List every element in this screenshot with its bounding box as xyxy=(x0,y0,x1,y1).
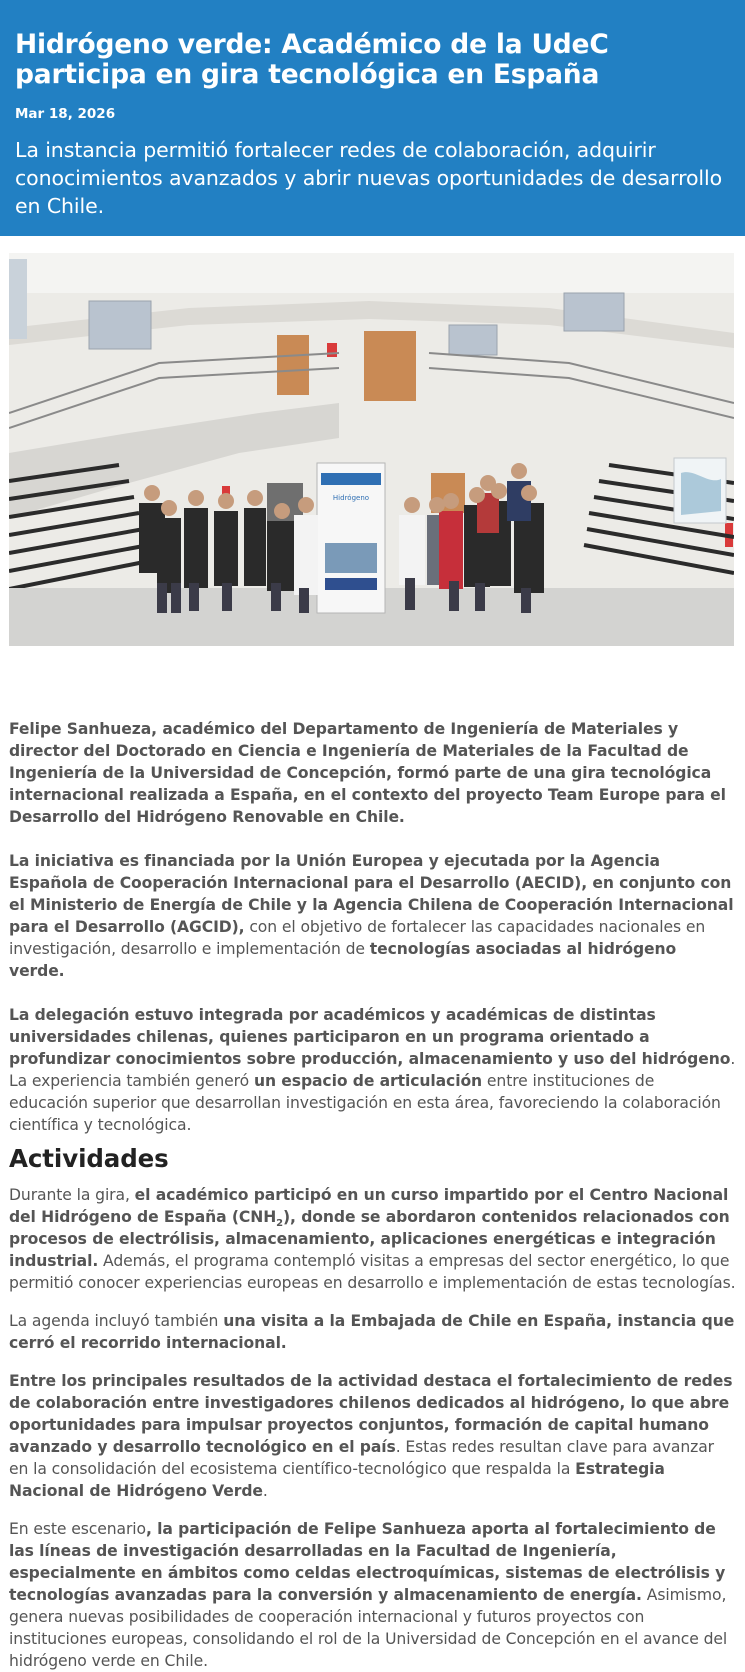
scenario-text-2: Asimismo, genera nuevas posibilidades de cooperación internacional y futuros proyectos con instituciones europeas, consolidando el rol de la Universidad de Concepción en el avance del hidrógeno verde en Chile. xyxy=(9,1586,728,1670)
banner-logo-text: Hidrógeno xyxy=(332,494,370,502)
embassy-text: La agenda incluyó también xyxy=(9,1312,224,1330)
delegation-text-2: entre instituciones de educación superior que desarrollan investigación en esta área, favoreciendo la colaboración científica y tecnológica. xyxy=(9,1072,721,1134)
course-bold: el académico participó en un curso impartido por el Centro Nacional del Hidrógeno de España (CNH xyxy=(9,1186,729,1226)
section-heading-activities: Actividades xyxy=(9,1144,169,1173)
paragraph-funding xyxy=(9,850,736,982)
embassy-bold: una visita a la Embajada de Chile en España, instancia que cerró el recorrido internacional. xyxy=(9,1312,735,1352)
subscript-2: 2 xyxy=(276,1218,284,1230)
article-body xyxy=(0,718,745,1672)
delegation-bold: La delegación estuvo integrada por académicos y académicas de distintas universidades chilenas, quienes participaron en un programa orientado a profundizar conocimientos sobre producción, almacenamiento y uso del hidrógeno xyxy=(9,1006,731,1068)
paragraph-scenario xyxy=(9,1518,736,1672)
article-title: Hidrógeno verde: Académico de la UdeC participa en gira tecnológica en España xyxy=(15,29,609,90)
funding-bold: La iniciativa es financiada por la Unión Europea y ejecutada por la Agencia Española de Cooperación Internacional para el Desarrollo (AECID), en conjunto con el Ministerio de Energía de Chile y la Agencia Chilena de Cooperación Internacional para el Desarrollo (AGCID), xyxy=(9,852,734,936)
article-header xyxy=(0,0,745,236)
article-photo xyxy=(9,253,734,646)
paragraph-results xyxy=(9,1370,736,1502)
article-date: Mar 18, 2026 xyxy=(15,106,116,122)
scenario-bold: , la participación de Felipe Sanhueza aporta al fortalecimiento de las líneas de investigación desarrolladas en la Facultad de Ingeniería, especialmente en ámbitos como celdas electroquímicas, sistemas de electrólisis y tecnologías avanzadas para la conversión y almacenamiento de energía. xyxy=(9,1520,726,1604)
course-text-2: Además, el programa contempló visitas a empresas del sector energético, lo que permitió conocer experiencias europeas en desarrollo e implementación de estas tecnologías. xyxy=(9,1252,736,1292)
paragraph-intro-text: Felipe Sanhueza, académico del Departamento de Ingeniería de Materiales y director del Doctorado en Ciencia e Ingeniería de Materiales de la Facultad de Ingeniería de la Universidad de Concepción, formó parte de una gira tecnológica internacional realizada a España, en el contexto del proyecto Team Europe para el Desarrollo del Hidrógeno Renovable en Chile. xyxy=(9,720,726,826)
article-lead: La instancia permitió fortalecer redes de colaboración, adquirir conocimientos avanzados y abrir nuevas oportunidades de desarrollo en Chile. xyxy=(15,138,723,218)
delegation-text: . La experiencia también generó xyxy=(9,1050,736,1090)
funding-bold-2: tecnologías asociadas al hidrógeno verde. xyxy=(9,940,677,980)
results-text: . Estas redes resultan clave para avanzar en la consolidación del ecosistema científico-tecnológico que respalda la xyxy=(9,1438,714,1478)
results-bold: Entre los principales resultados de la actividad destaca el fortalecimiento de redes de colaboración entre investigadores chilenos dedicados al hidrógeno, lo que abre oportunidades para impulsar proyectos conjuntos, formación de capital humano avanzado y desarrollo tecnológico en el país xyxy=(9,1372,733,1456)
course-bold-2: ), donde se abordaron contenidos relacionados con procesos de electrólisis, almacenamiento, aplicaciones energéticas e integración industrial. xyxy=(9,1208,730,1270)
paragraph-intro xyxy=(9,718,736,828)
paragraph-delegation xyxy=(9,1004,736,1136)
paragraph-course xyxy=(9,1184,736,1294)
scenario-text: En este escenario xyxy=(9,1520,146,1538)
results-text-2: . xyxy=(262,1482,268,1500)
paragraph-embassy xyxy=(9,1310,736,1354)
results-bold-2: Estrategia Nacional de Hidrógeno Verde xyxy=(9,1460,665,1500)
delegation-bold-2: un espacio de articulación xyxy=(253,1072,483,1090)
course-text: Durante la gira, xyxy=(9,1186,135,1204)
funding-text: con el objetivo de fortalecer las capacidades nacionales en investigación, desarrollo e implementación de xyxy=(9,918,706,958)
